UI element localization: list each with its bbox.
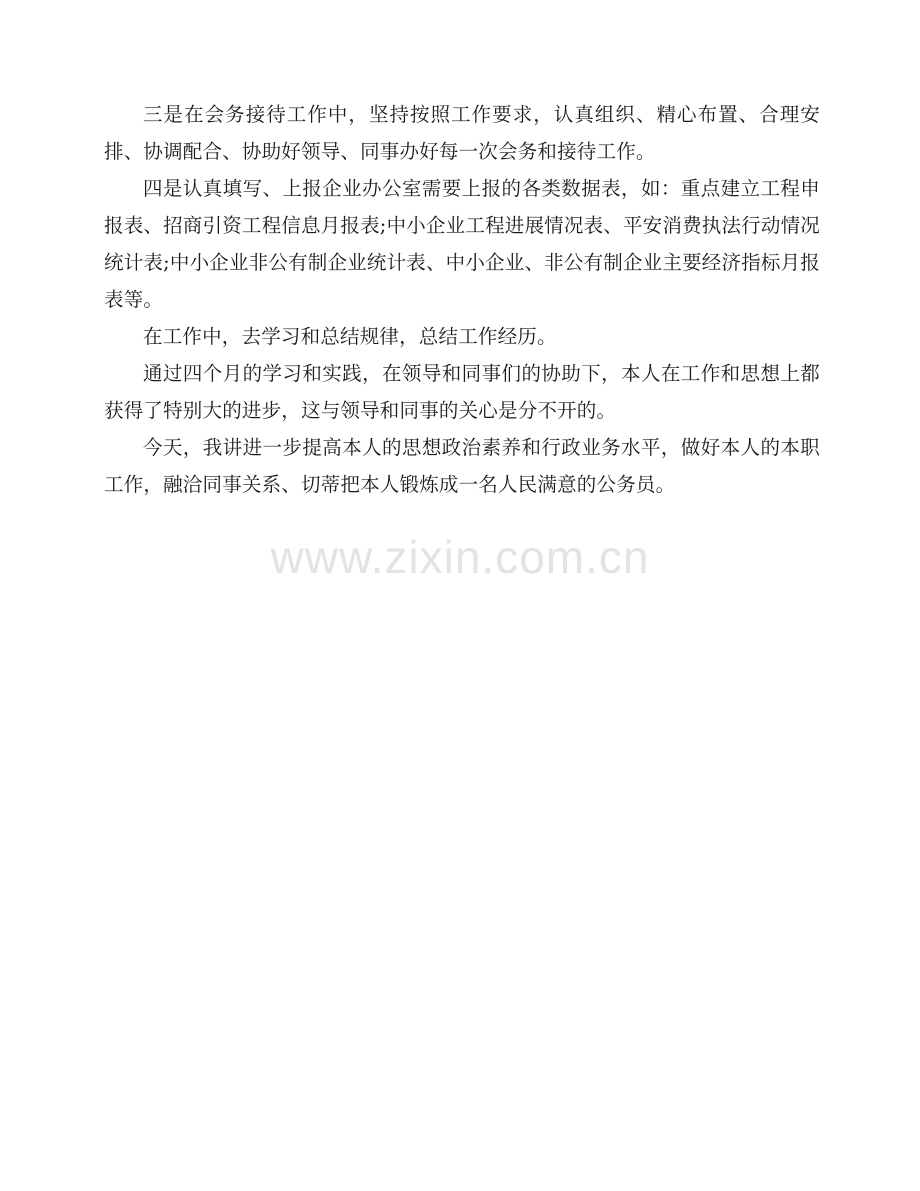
paragraph: 通过四个月的学习和实践，在领导和同事们的协助下，本人在工作和思想上都获得了特别大的进步，这与领导和同事的关心是分不开的。 (104, 362, 820, 422)
paragraph: 四是认真填写、上报企业办公室需要上报的各类数据表，如：重点建立工程申报表、招商引资工程信息月报表;中小企业工程进展情况表、平安消费执法行动情况统计表;中小企业非公有制企业统计表、中小企业、非公有制企业主要经济指标月报表等。 (104, 177, 820, 311)
paragraph: 今天，我讲进一步提高本人的思想政治素养和行政业务水平，做好本人的本职工作，融洽同事关系、切蒂把本人锻炼成一名人民满意的公务员。 (104, 436, 820, 496)
paragraph: 三是在会务接待工作中，坚持按照工作要求，认真组织、精心布置、合理安排、协调配合、协助好领导、同事办好每一次会务和接待工作。 (104, 103, 820, 163)
document-body (104, 96, 820, 503)
watermark: www.zixin.com.cn (270, 531, 650, 583)
paragraph: 在工作中，去学习和总结规律，总结工作经历。 (143, 325, 557, 348)
